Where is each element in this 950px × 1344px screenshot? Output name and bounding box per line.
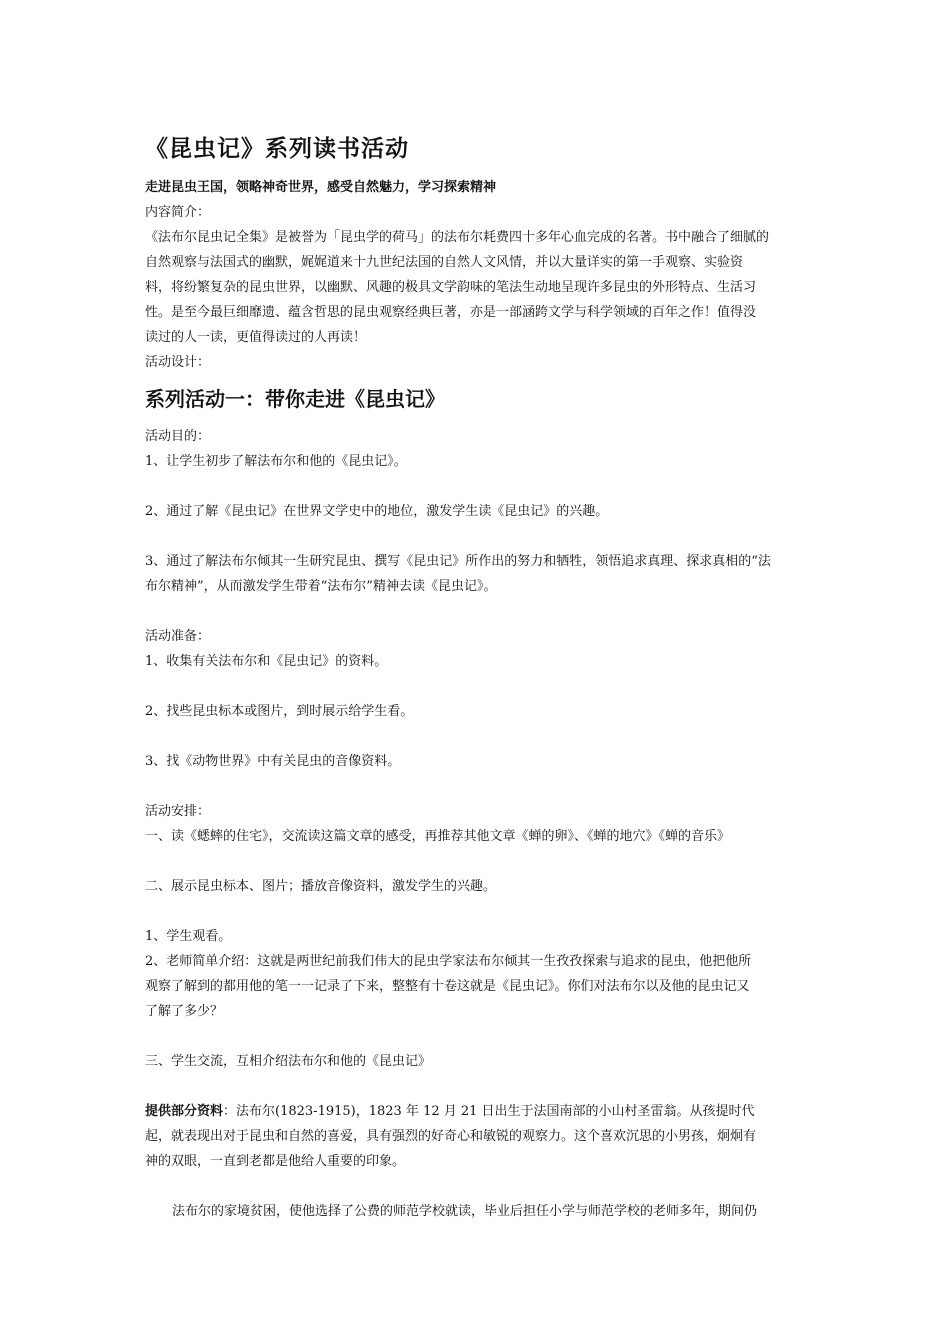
watch-item: 1、学生观看。	[145, 929, 232, 944]
goal-heading: 活动目的：	[145, 429, 211, 444]
material-text: ：法布尔(1823-1915)，1823 年 12 月 21 日出生于法国南部的小山村圣雷翁。从孩提时代	[223, 1104, 755, 1119]
activity-title: 系列活动一：带你走进《昆虫记》	[145, 387, 445, 411]
prep-item: 2、找些昆虫标本或图片，到时展示给学生看。	[145, 704, 414, 719]
teacher-intro-cont: 观察了解到的都用他的笔一一记录了下来，整整有十卷这就是《昆虫记》。你们对法布尔以及他的昆虫记又	[145, 979, 750, 994]
intro-line: 自然观察与法国式的幽默，娓娓道来十九世纪法国的自然人文风情，并以大量详实的第一手观察、实验资	[145, 255, 744, 270]
material-label: 提供部分资料	[145, 1104, 224, 1119]
intro-line: 读过的人一读，更值得读过的人再读！	[145, 330, 367, 345]
arrange-item: 二、展示昆虫标本、图片；播放音像资料，激发学生的兴趣。	[145, 879, 497, 894]
intro-line: 《法布尔昆虫记全集》是被誉为「昆虫学的荷马」的法布尔耗费四十多年心血完成的名著。书中融合了细腻的	[145, 230, 770, 245]
goal-item: 1、让学生初步了解法布尔和他的《昆虫记》。	[145, 454, 407, 469]
goal-item: 3、通过了解法布尔倾其一生研究昆虫、撰写《昆虫记》所作出的努力和牺牲，领悟追求真理、探求真相的“法	[145, 554, 771, 569]
design-heading: 活动设计：	[145, 355, 211, 370]
prep-item: 3、找《动物世界》中有关昆虫的音像资料。	[145, 754, 401, 769]
intro-line: 性。是至今最巨细靡遗、蕴含哲思的昆虫观察经典巨著，亦是一部涵跨文学与科学领域的百年之作！值得没	[145, 305, 757, 320]
page-title: 《昆虫记》系列读书活动	[145, 135, 409, 162]
prep-heading: 活动准备：	[145, 629, 211, 644]
goal-item: 2、通过了解《昆虫记》在世界文学史中的地位，激发学生读《昆虫记》的兴趣。	[145, 504, 609, 519]
teacher-intro: 2、老师简单介绍：这就是两世纪前我们伟大的昆虫学家法布尔倾其一生孜孜探索与追求的昆虫，他把他所	[145, 954, 752, 969]
goal-item-cont: 布尔精神”，从而激发学生带着“法布尔”精神去读《昆虫记》。	[145, 579, 497, 594]
arrange-item: 一、读《蟋蟀的住宅》，交流读这篇文章的感受，再推荐其他文章《蝉的卵》、《蝉的地穴》《蝉的音乐》	[145, 829, 731, 844]
intro-heading: 内容简介：	[145, 205, 211, 220]
intro-line: 料，将纷繁复杂的昆虫世界，以幽默、风趣的极具文学韵味的笔法生动地呈现许多昆虫的外形特点、生活习	[145, 280, 757, 295]
prep-item: 1、收集有关法布尔和《昆虫记》的资料。	[145, 654, 388, 669]
subtitle: 走进昆虫王国，领略神奇世界，感受自然魅力，学习探索精神	[145, 180, 497, 195]
arrange-item: 三、学生交流，互相介绍法布尔和他的《昆虫记》	[145, 1054, 432, 1069]
teacher-intro-cont: 了解了多少？	[145, 1004, 224, 1019]
final-paragraph: 法布尔的家境贫困，使他选择了公费的师范学校就读，毕业后担任小学与师范学校的老师多年，期间仍	[172, 1204, 758, 1219]
arrange-heading: 活动安排：	[145, 804, 211, 819]
material-line: 起，就表现出对于昆虫和自然的喜爱，具有强烈的好奇心和敏锐的观察力。这个喜欢沉思的小男孩，炯炯有	[145, 1129, 757, 1144]
material-line: 神的双眼，一直到老都是他给人重要的印象。	[145, 1154, 406, 1169]
material-paragraph	[145, 1099, 810, 1124]
